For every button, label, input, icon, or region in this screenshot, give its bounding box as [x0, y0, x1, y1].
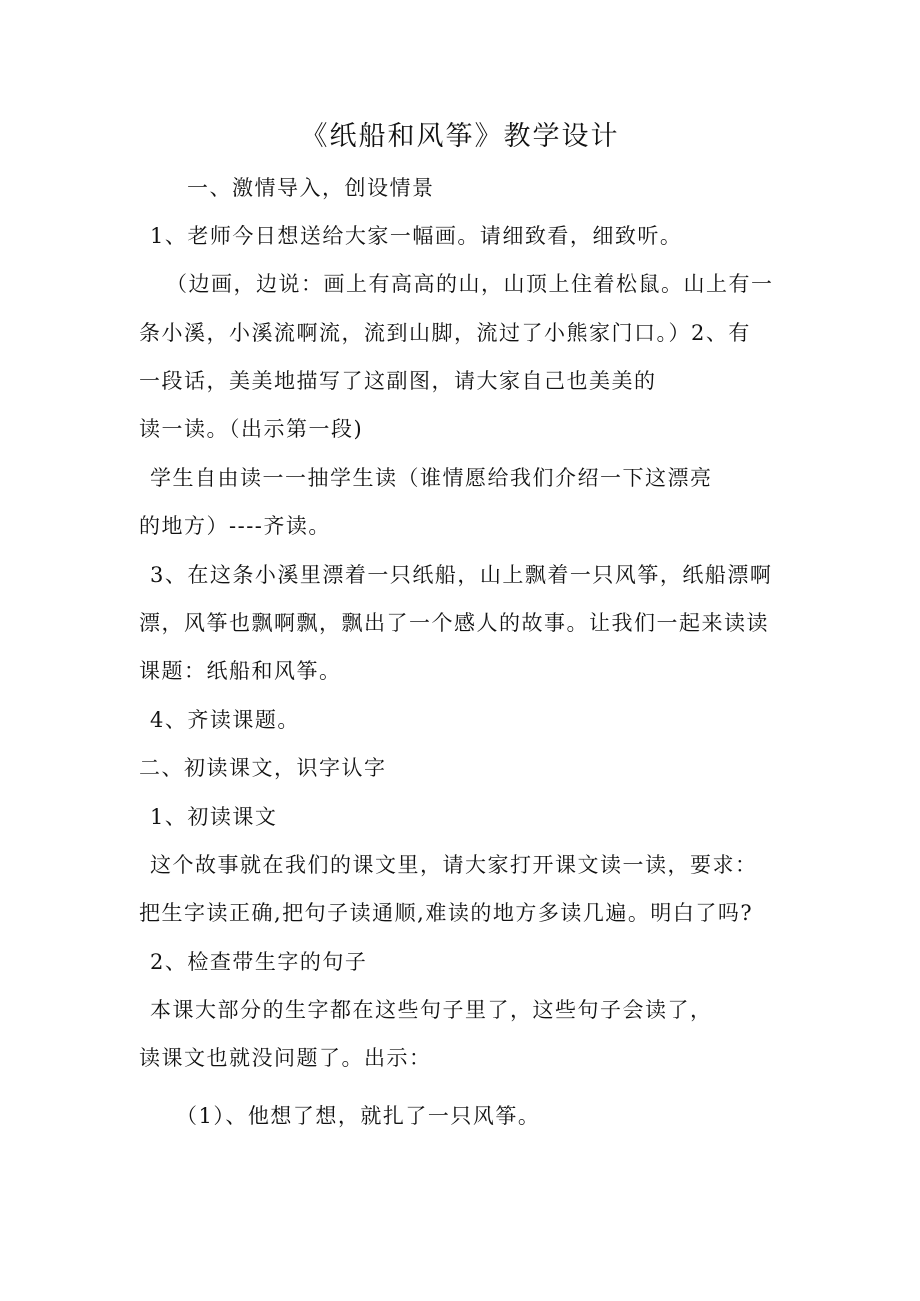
paragraph-line: 读一读。（出示第一段) — [139, 417, 364, 441]
section-heading-2: 二、初读课文，识字认字 — [139, 756, 387, 780]
paragraph-line: 读课文也就没问题了。出示： — [139, 1046, 432, 1070]
paragraph-line: 漂，风筝也飘啊飘，飘出了一个感人的故事。让我们一起来读读 — [139, 611, 769, 635]
paragraph-line: 条小溪，小溪流啊流，流到山脚，流过了小熊家门口。）2、有 — [139, 321, 751, 345]
subsection-heading: 1、初读课文 — [150, 805, 278, 829]
paragraph-line: 这个故事就在我们的课文里，请大家打开课文读一读，要求： — [150, 853, 758, 877]
paragraph-line: （边画，边说：画上有高高的山，山顶上住着松鼠。山上有一 — [166, 272, 774, 296]
paragraph-line: 把生字读正确,把句子读通顺,难读的地方多读几遍。明白了吗? — [139, 901, 754, 925]
paragraph-line: 本课大部分的生字都在这些句子里了，这些句子会读了， — [150, 998, 713, 1022]
paragraph-line: 一段话，美美地描写了这副图，请大家自己也美美的 — [139, 369, 657, 393]
section-heading-1: 一、激情导入，创设情景 — [187, 176, 435, 200]
document-title: 《纸船和风筝》教学设计 — [300, 121, 620, 152]
paragraph-line: 4、齐读课题。 — [150, 708, 300, 732]
paragraph-line: 学生自由读一一抽学生读（谁情愿给我们介绍一下这漂亮 — [150, 466, 713, 490]
paragraph-line: 的地方）----齐读。 — [139, 514, 331, 538]
paragraph-line: 课题：纸船和风筝。 — [139, 659, 342, 683]
paragraph-line: 1、老师今日想送给大家一幅画。请细致看，细致听。 — [150, 224, 683, 248]
subsection-heading: 2、检查带生字的句子 — [150, 950, 368, 974]
paragraph-line: 3、在这条小溪里漂着一只纸船，山上飘着一只风筝，纸船漂啊 — [150, 563, 773, 587]
example-sentence: （1）、他想了想，就扎了一只风筝。 — [176, 1104, 541, 1128]
